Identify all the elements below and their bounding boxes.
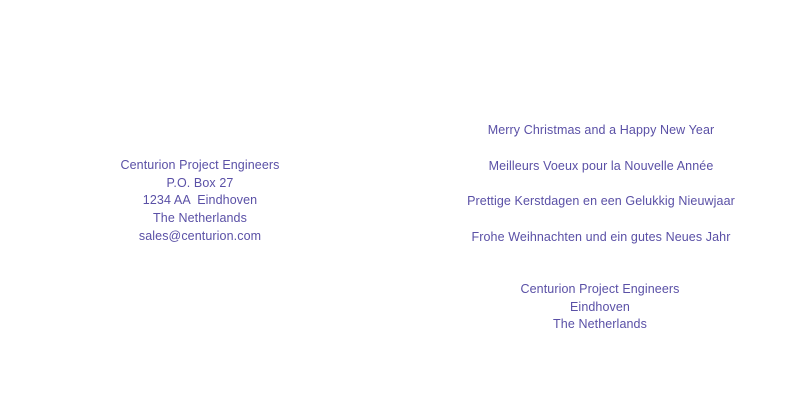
greeting-french: Meilleurs Voeux pour la Nouvelle Année [488,158,714,173]
greetings-block [419,113,783,255]
greeting-german: Frohe Weihnachten und ein gutes Neues Jahr [471,229,731,244]
sender-country: The Netherlands [153,211,247,226]
signature-country: The Netherlands [553,317,647,331]
signature-block [480,281,720,334]
signature-city: Eindhoven [570,299,630,314]
sender-address-block [100,157,300,246]
signature-company-name: Centurion Project Engineers [520,282,680,296]
greeting-dutch: Prettige Kerstdagen en een Gelukkig Nieuwjaar [467,194,735,208]
sender-email: sales@centurion.com [138,228,262,243]
greeting-english: Merry Christmas and a Happy New Year [487,123,715,137]
sender-po-box: P.O. Box 27 [166,175,234,190]
sender-company-name: Centurion Project Engineers [120,158,280,172]
sender-postcode-city: 1234 AA Eindhoven [142,193,258,208]
